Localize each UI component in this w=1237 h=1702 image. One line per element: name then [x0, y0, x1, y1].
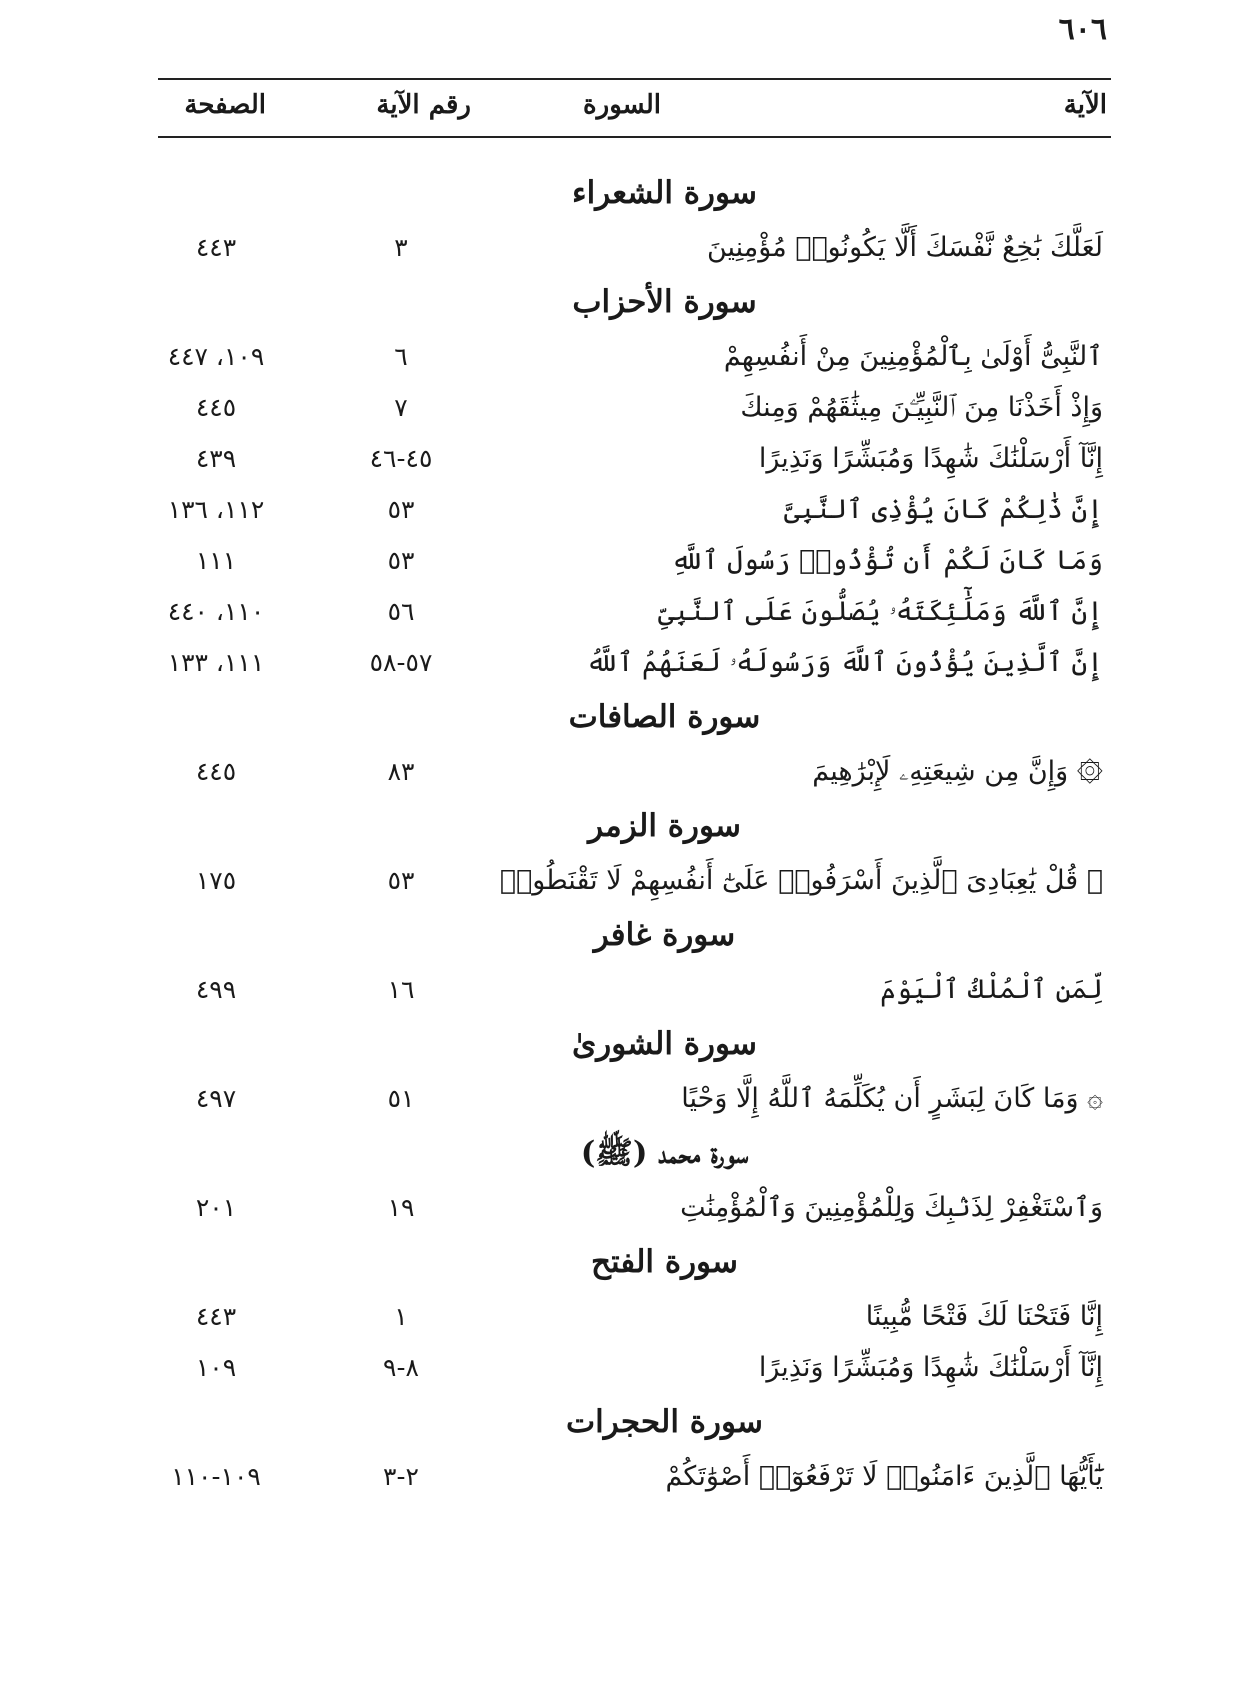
- ayah-number: ٨-٩: [383, 1353, 419, 1382]
- index-row: [158, 484, 1111, 535]
- ayah-text: ۞ وَإِنَّ مِن شِيعَتِهِۦ لَإِبْرَٰهِيمَ: [812, 756, 1103, 787]
- ayah-text: وَإِذْ أَخَذْنَا مِنَ ٱلنَّبِيِّـۧنَ مِيثَٰقَهُمْ وَمِنكَ: [740, 392, 1103, 423]
- page-reference: ٤٩٧: [195, 1084, 237, 1113]
- header-ayah: الآية: [1063, 90, 1107, 120]
- index-row: [158, 382, 1111, 433]
- page-reference: ٢٠١: [195, 1193, 237, 1222]
- header-surah: السورة: [583, 90, 661, 120]
- ayah-text: إِنَّا فَتَحْنَا لَكَ فَتْحًا مُّبِينًا: [865, 1301, 1103, 1332]
- ayah-number: ٥٣: [387, 495, 415, 524]
- ayah-text: ۞ قُلْ يَٰعِبَادِىَ ٱلَّذِينَ أَسْرَفُوا۟ عَلَىٰٓ أَنفُسِهِمْ لَا تَقْنَطُوا۟: [499, 865, 1103, 896]
- ayah-number: ١٩: [387, 1193, 415, 1222]
- header-ayah-number: رقم الآية: [376, 90, 471, 120]
- index-table-header: [158, 78, 1111, 138]
- ayah-text: وَمَا كَانَ لَكُمْ أَن تُؤْذُوا۟ رَسُولَ ٱللَّهِ: [671, 545, 1103, 576]
- index-row: [158, 746, 1111, 797]
- ayah-number: ٥٣: [387, 866, 415, 895]
- index-row: [158, 1342, 1111, 1393]
- page-reference: ٤٤٥: [195, 757, 237, 786]
- page-reference: ١٠٩، ٤٤٧: [167, 342, 265, 371]
- page-reference: ٤٣٩: [195, 444, 237, 473]
- page-reference: ١١٢، ١٣٦: [167, 495, 265, 524]
- page-reference: ١١٠، ٤٤٠: [167, 597, 265, 626]
- ayah-text: إِنَّآ أَرْسَلْنَٰكَ شَٰهِدًا وَمُبَشِّرًا وَنَذِيرًا: [758, 1352, 1103, 1383]
- index-row: [158, 855, 1111, 906]
- page-reference: ٤٤٥: [195, 393, 237, 422]
- ayah-number: ٢-٣: [383, 1462, 419, 1491]
- ayah-text: يَٰٓأَيُّهَا ٱلَّذِينَ ءَامَنُوا۟ لَا تَرْفَعُوٓا۟ أَصْوَٰتَكُمْ: [665, 1461, 1103, 1492]
- surah-heading: سورة الشورىٰ: [572, 1026, 757, 1062]
- ayah-number: ٨٣: [387, 757, 415, 786]
- ayah-text: ۞ وَمَا كَانَ لِبَشَرٍ أَن يُكَلِّمَهُ ٱللَّهُ إِلَّا وَحْيًا: [681, 1083, 1103, 1114]
- surah-heading: سورة الأحزاب: [572, 284, 757, 320]
- surah-heading: سورة الزمر: [588, 808, 741, 844]
- page-reference: ٤٩٩: [195, 975, 237, 1004]
- surah-heading: سورة غافر: [593, 917, 736, 953]
- index-row: [158, 586, 1111, 637]
- page-reference: ٤٤٣: [195, 1302, 237, 1331]
- ayah-text: لَعَلَّكَ بَٰخِعٌ نَّفْسَكَ أَلَّا يَكُونُوا۟ مُؤْمِنِينَ: [706, 232, 1103, 263]
- ayah-number: ٤٥-٤٦: [369, 444, 433, 473]
- index-row: [158, 1182, 1111, 1233]
- surah-heading: سورة الحجرات: [566, 1404, 763, 1440]
- ayah-number: ٥٣: [387, 546, 415, 575]
- index-row: [158, 331, 1111, 382]
- surah-heading: سورة الفتح: [590, 1244, 739, 1280]
- ayah-text: إِنَّآ أَرْسَلْنَٰكَ شَٰهِدًا وَمُبَشِّرًا وَنَذِيرًا: [758, 443, 1103, 474]
- ayah-text: إِنَّ ٱلَّذِينَ يُؤْذُونَ ٱللَّهَ وَرَسُولَهُۥ لَعَنَهُمُ ٱللَّهُ: [585, 647, 1103, 678]
- ayah-number: ٥١: [387, 1084, 415, 1113]
- ayah-number: ١: [394, 1302, 408, 1331]
- ayah-number: ٥٧-٥٨: [369, 648, 433, 677]
- ayah-number: ٥٦: [387, 597, 415, 626]
- ayah-text: وَٱسْتَغْفِرْ لِذَنۢبِكَ وَلِلْمُؤْمِنِينَ وَٱلْمُؤْمِنَٰتِ: [680, 1192, 1103, 1223]
- index-row: [158, 964, 1111, 1015]
- surah-heading: سورة محمد (ﷺ): [580, 1135, 749, 1171]
- page-reference: ٤٤٣: [195, 233, 237, 262]
- ayah-number: ١٦: [387, 975, 415, 1004]
- ayah-text: ٱلنَّبِىُّ أَوْلَىٰ بِٱلْمُؤْمِنِينَ مِنْ أَنفُسِهِمْ: [723, 341, 1103, 372]
- index-row: [158, 222, 1111, 273]
- ayah-number: ٣: [394, 233, 408, 262]
- page-reference: ١١١: [195, 546, 237, 575]
- ayah-text: إِنَّ ٱللَّهَ وَمَلَٰٓئِكَتَهُۥ يُصَلُّونَ عَلَى ٱلنَّبِىِّ: [657, 596, 1103, 627]
- page-reference: ١٧٥: [195, 866, 237, 895]
- page-reference: ١٠٩-١١٠: [171, 1462, 261, 1491]
- index-body: [158, 164, 1111, 1502]
- index-row: [158, 433, 1111, 484]
- index-row: [158, 637, 1111, 688]
- index-row: [158, 535, 1111, 586]
- index-row: [158, 1291, 1111, 1342]
- ayah-text: إِنَّ ذَٰلِكُمْ كَانَ يُؤْذِى ٱلنَّبِىَّ: [783, 494, 1103, 525]
- page-reference: ١١١، ١٣٣: [167, 648, 265, 677]
- index-row: [158, 1451, 1111, 1502]
- ayah-number: ٧: [394, 393, 408, 422]
- index-row: [158, 1073, 1111, 1124]
- ayah-text: لِّمَنِ ٱلْمُلْكُ ٱلْيَوْمَ: [880, 974, 1103, 1005]
- page-number: ٦٠٦: [1058, 12, 1107, 47]
- page-reference: ١٠٩: [195, 1353, 237, 1382]
- surah-heading: سورة الشعراء: [572, 175, 757, 211]
- surah-heading: سورة الصافات: [568, 699, 761, 735]
- ayah-number: ٦: [394, 342, 408, 371]
- header-page: الصفحة: [184, 90, 266, 120]
